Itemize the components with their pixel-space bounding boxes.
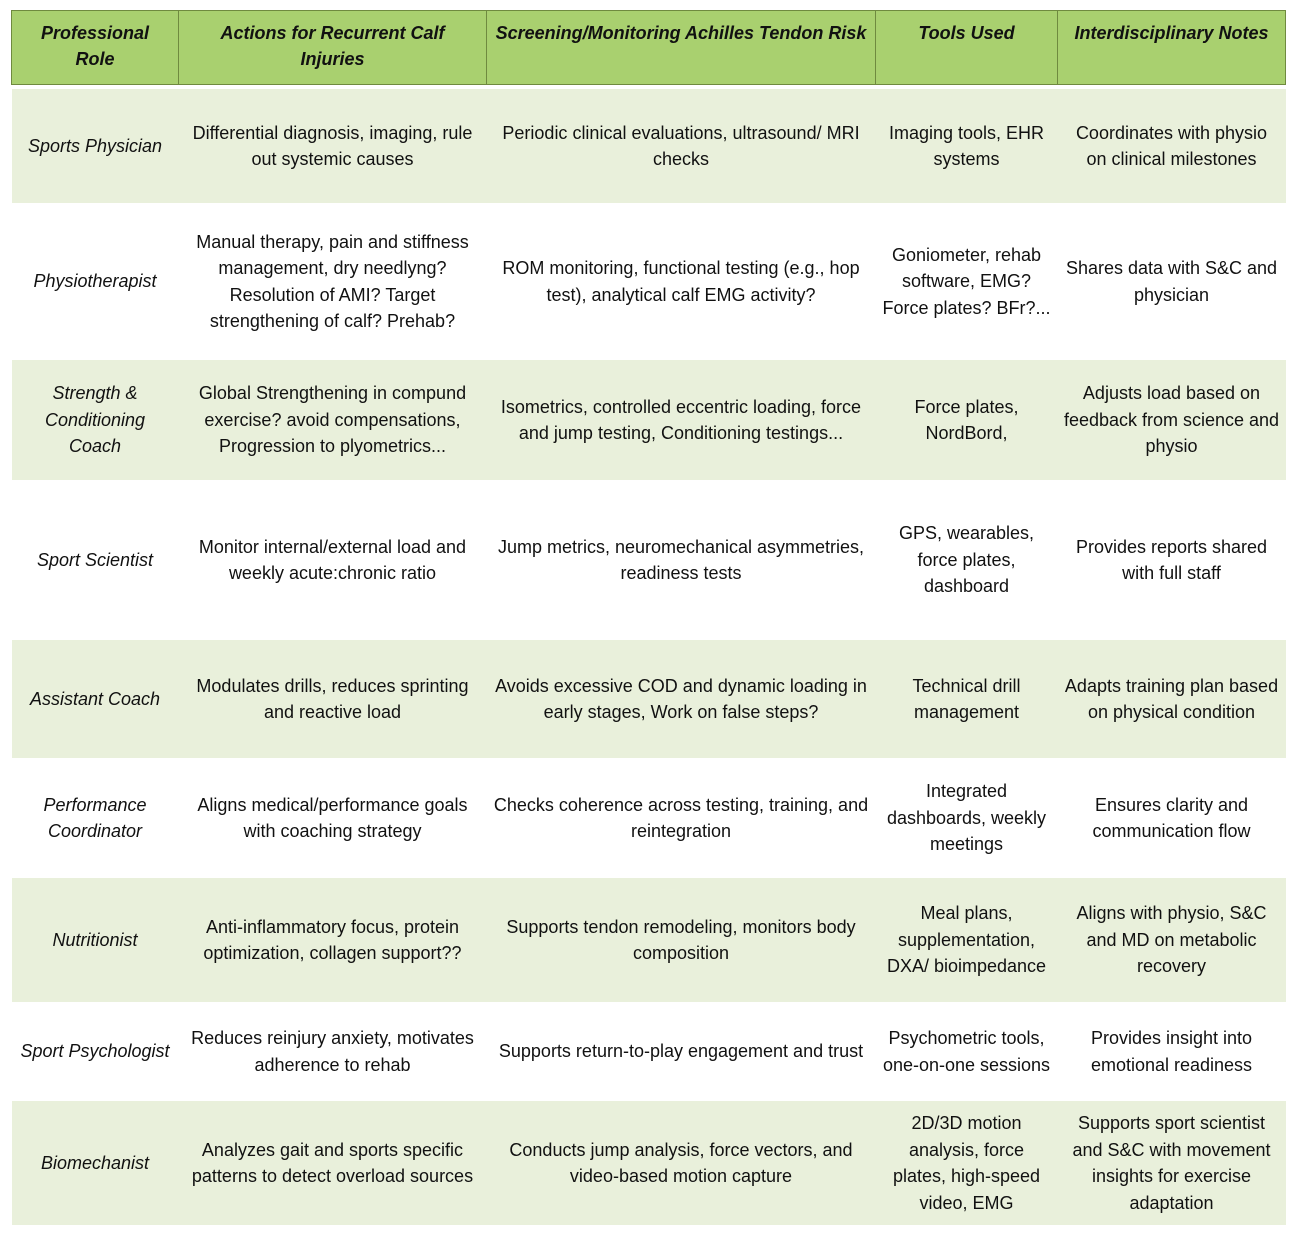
cell-actions: Analyzes gait and sports specific patterns to detect overload sources [179,1101,487,1225]
cell-screening: Periodic clinical evaluations, ultrasound/ MRI checks [487,89,876,203]
header-screening: Screening/Monitoring Achilles Tendon Risk [487,11,876,85]
cell-notes: Provides insight into emotional readiness [1058,1002,1286,1101]
header-professional-role: Professional Role [12,11,179,85]
cell-tools: Imaging tools, EHR systems [876,89,1058,203]
header-tools: Tools Used [876,11,1058,85]
cell-screening: Supports tendon remodeling, monitors body composition [487,878,876,1002]
table-row [12,89,1286,203]
header-actions: Actions for Recurrent Calf Injuries [179,11,487,85]
cell-tools: Meal plans, supplementation, DXA/ bioimpedance [876,878,1058,1002]
cell-screening: Conducts jump analysis, force vectors, and video-based motion capture [487,1101,876,1225]
cell-tools: Goniometer, rehab software, EMG? Force plates? BFr?... [876,203,1058,360]
cell-actions: Modulates drills, reduces sprinting and reactive load [179,640,487,758]
table-row [12,360,1286,480]
table-row [12,203,1286,360]
table-header-row [12,11,1286,85]
cell-actions: Manual therapy, pain and stiffness management, dry needlyng? Resolution of AMI? Target strengthening of calf? Prehab? [179,203,487,360]
cell-screening: Avoids excessive COD and dynamic loading in early stages, Work on false steps? [487,640,876,758]
cell-actions: Aligns medical/performance goals with coaching strategy [179,758,487,878]
cell-screening: ROM monitoring, functional testing (e.g., hop test), analytical calf EMG activity? [487,203,876,360]
cell-actions: Reduces reinjury anxiety, motivates adherence to rehab [179,1002,487,1101]
cell-actions: Global Strengthening in compund exercise? avoid compensations, Progression to plyometrics... [179,360,487,480]
cell-role: Physiotherapist [12,203,179,360]
cell-screening: Supports return-to-play engagement and trust [487,1002,876,1101]
cell-tools: Psychometric tools, one-on-one sessions [876,1002,1058,1101]
cell-tools: GPS, wearables, force plates, dashboard [876,480,1058,640]
table-row [12,480,1286,640]
table-row [12,1101,1286,1225]
cell-notes: Coordinates with physio on clinical milestones [1058,89,1286,203]
cell-notes: Shares data with S&C and physician [1058,203,1286,360]
cell-notes: Provides reports shared with full staff [1058,480,1286,640]
header-notes: Interdisciplinary Notes [1058,11,1286,85]
cell-role: Sports Physician [12,89,179,203]
cell-tools: Force plates, NordBord, [876,360,1058,480]
table-row [12,878,1286,1002]
cell-notes: Supports sport scientist and S&C with movement insights for exercise adaptation [1058,1101,1286,1225]
cell-role: Biomechanist [12,1101,179,1225]
cell-notes: Adapts training plan based on physical condition [1058,640,1286,758]
cell-notes: Adjusts load based on feedback from science and physio [1058,360,1286,480]
cell-notes: Aligns with physio, S&C and MD on metabolic recovery [1058,878,1286,1002]
roles-table [11,10,1286,1225]
cell-role: Sport Scientist [12,480,179,640]
cell-role: Nutritionist [12,878,179,1002]
table-row [12,1002,1286,1101]
cell-tools: Technical drill management [876,640,1058,758]
cell-actions: Anti-inflammatory focus, protein optimization, collagen support?? [179,878,487,1002]
cell-tools: Integrated dashboards, weekly meetings [876,758,1058,878]
cell-actions: Differential diagnosis, imaging, rule out systemic causes [179,89,487,203]
cell-screening: Checks coherence across testing, training, and reintegration [487,758,876,878]
table-row [12,758,1286,878]
cell-role: Sport Psychologist [12,1002,179,1101]
cell-actions: Monitor internal/external load and weekly acute:chronic ratio [179,480,487,640]
cell-screening: Jump metrics, neuromechanical asymmetries, readiness tests [487,480,876,640]
cell-tools: 2D/3D motion analysis, force plates, high-speed video, EMG [876,1101,1058,1225]
cell-role: Performance Coordinator [12,758,179,878]
cell-role: Assistant Coach [12,640,179,758]
cell-screening: Isometrics, controlled eccentric loading, force and jump testing, Conditioning testings... [487,360,876,480]
cell-notes: Ensures clarity and communication flow [1058,758,1286,878]
table-row [12,640,1286,758]
cell-role: Strength & Conditioning Coach [12,360,179,480]
